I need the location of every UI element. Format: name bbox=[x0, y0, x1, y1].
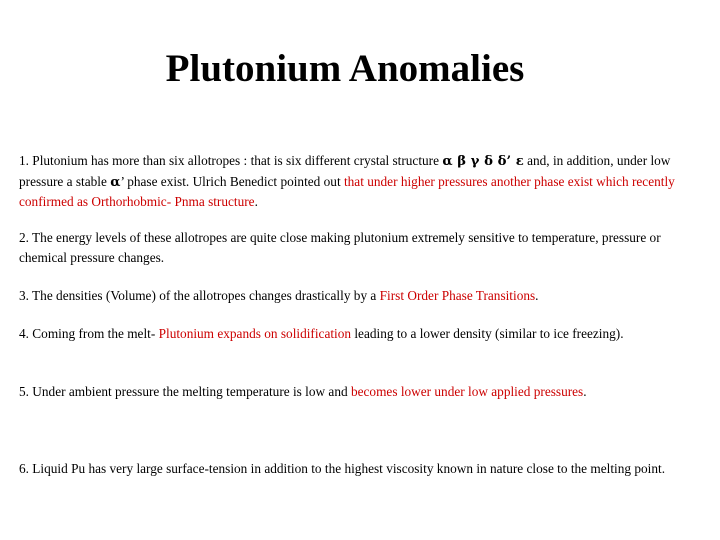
paragraph-4 bbox=[19, 324, 709, 344]
paragraph-4-text-a: 4. Coming from the melt- bbox=[19, 326, 159, 341]
paragraph-3-highlight: First Order Phase Transitions bbox=[379, 288, 536, 303]
paragraph-1-text-d: . bbox=[254, 194, 258, 209]
paragraph-3-text-b: . bbox=[535, 288, 539, 303]
paragraph-1 bbox=[19, 151, 709, 212]
paragraph-6-text: 6. Liquid Pu has very large surface-tension in addition to the highest viscosity known in nature close to the melting point. bbox=[19, 461, 666, 476]
paragraph-4-text-b: leading to a lower density (similar to ice freezing). bbox=[351, 326, 624, 341]
paragraph-6 bbox=[19, 459, 709, 479]
paragraph-1-highlight: that under higher pressures another phase exist which recently confirmed as Orthorhobmic- Pnma structure bbox=[19, 173, 675, 209]
greek-letters: α β γ δ δ’ ε bbox=[442, 154, 524, 169]
alpha-symbol: α bbox=[110, 174, 121, 190]
paragraph-5-highlight: becomes lower under low applied pressures bbox=[350, 384, 584, 399]
paragraph-1-text-c: ’ phase exist. Ulrich Benedict pointed out bbox=[120, 173, 344, 189]
paragraph-3 bbox=[19, 286, 709, 306]
paragraph-4-highlight: Plutonium expands on solidification bbox=[158, 326, 352, 341]
paragraph-2-text: 2. The energy levels of these allotropes are quite close making plutonium extremely sensitive to temperature, pressure or chemical pressure changes. bbox=[19, 230, 661, 265]
page-title: Plutonium Anomalies bbox=[165, 47, 525, 90]
paragraph-5-text-a: 5. Under ambient pressure the melting temperature is low and bbox=[19, 384, 351, 399]
paragraph-1-text-a: 1. Plutonium has more than six allotropes : that is six different crystal structure bbox=[19, 153, 443, 168]
paragraph-1-text-b: and, in addition, under low pressure a stable bbox=[19, 153, 671, 189]
paragraph-5-text-b: . bbox=[583, 384, 587, 399]
paragraph-3-text-a: 3. The densities (Volume) of the allotropes changes drastically by a bbox=[19, 288, 380, 303]
paragraph-5 bbox=[19, 382, 709, 402]
paragraph-2 bbox=[19, 228, 709, 267]
